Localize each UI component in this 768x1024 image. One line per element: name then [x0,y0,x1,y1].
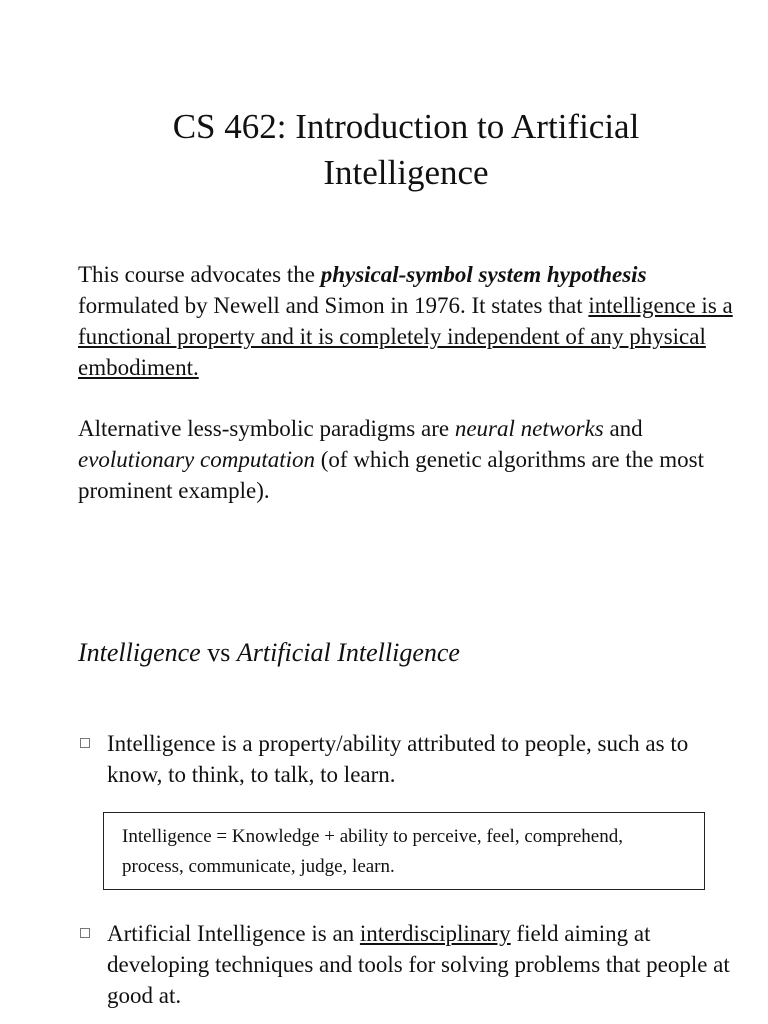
hypothesis-emphasis: physical-symbol system hypothesis [320,262,647,287]
alternatives-paragraph [78,413,738,506]
bullet-text [107,918,738,1011]
intro-underlined-statement: intelligence is a functional property and it is completely independent of any physical embodiment. [78,293,733,380]
interdisciplinary-term: interdisciplinary [359,921,511,946]
definition-text: Intelligence = Knowledge + ability to perceive, feel, comprehend, process, communicate, judge, learn. [122,826,623,877]
bullet-item-artificial-intelligence [78,918,738,1011]
section-heading [78,636,460,670]
bullet-text: Intelligence is a property/ability attributed to people, such as to know, to think, to talk, to learn. [107,731,689,787]
heading-artificial-intelligence: Artificial Intelligence [236,638,460,667]
intro-paragraph [78,259,738,383]
intro-text-2: formulated by Newell and Simon in 1976. It states that [78,293,589,318]
bullet-item-intelligence [78,728,738,790]
alternatives-text-1: Alternative less-symbolic paradigms are [78,416,455,441]
title-line-1: CS 462: Introduction to Artificial [172,107,640,146]
intro-text-1: This course advocates the [78,262,321,287]
square-bullet-icon [80,738,90,748]
heading-intelligence: Intelligence [78,638,201,667]
alternatives-text-3: (of which genetic algorithms are the most prominent example). [78,447,704,503]
bullet2-text-1: Artificial Intelligence is an [107,921,360,946]
evolutionary-computation-term: evolutionary computation [78,447,315,472]
square-bullet-icon [80,928,90,938]
title-line-2: Intelligence [323,153,489,192]
definition-box [103,812,705,890]
neural-networks-term: neural networks [454,416,604,441]
heading-vs: vs [200,638,237,667]
alternatives-text-2: and [603,416,643,441]
bullet2-text-2: field aiming at developing techniques and tools for solving problems that people at good at. [107,921,730,1008]
page-title [100,104,712,196]
